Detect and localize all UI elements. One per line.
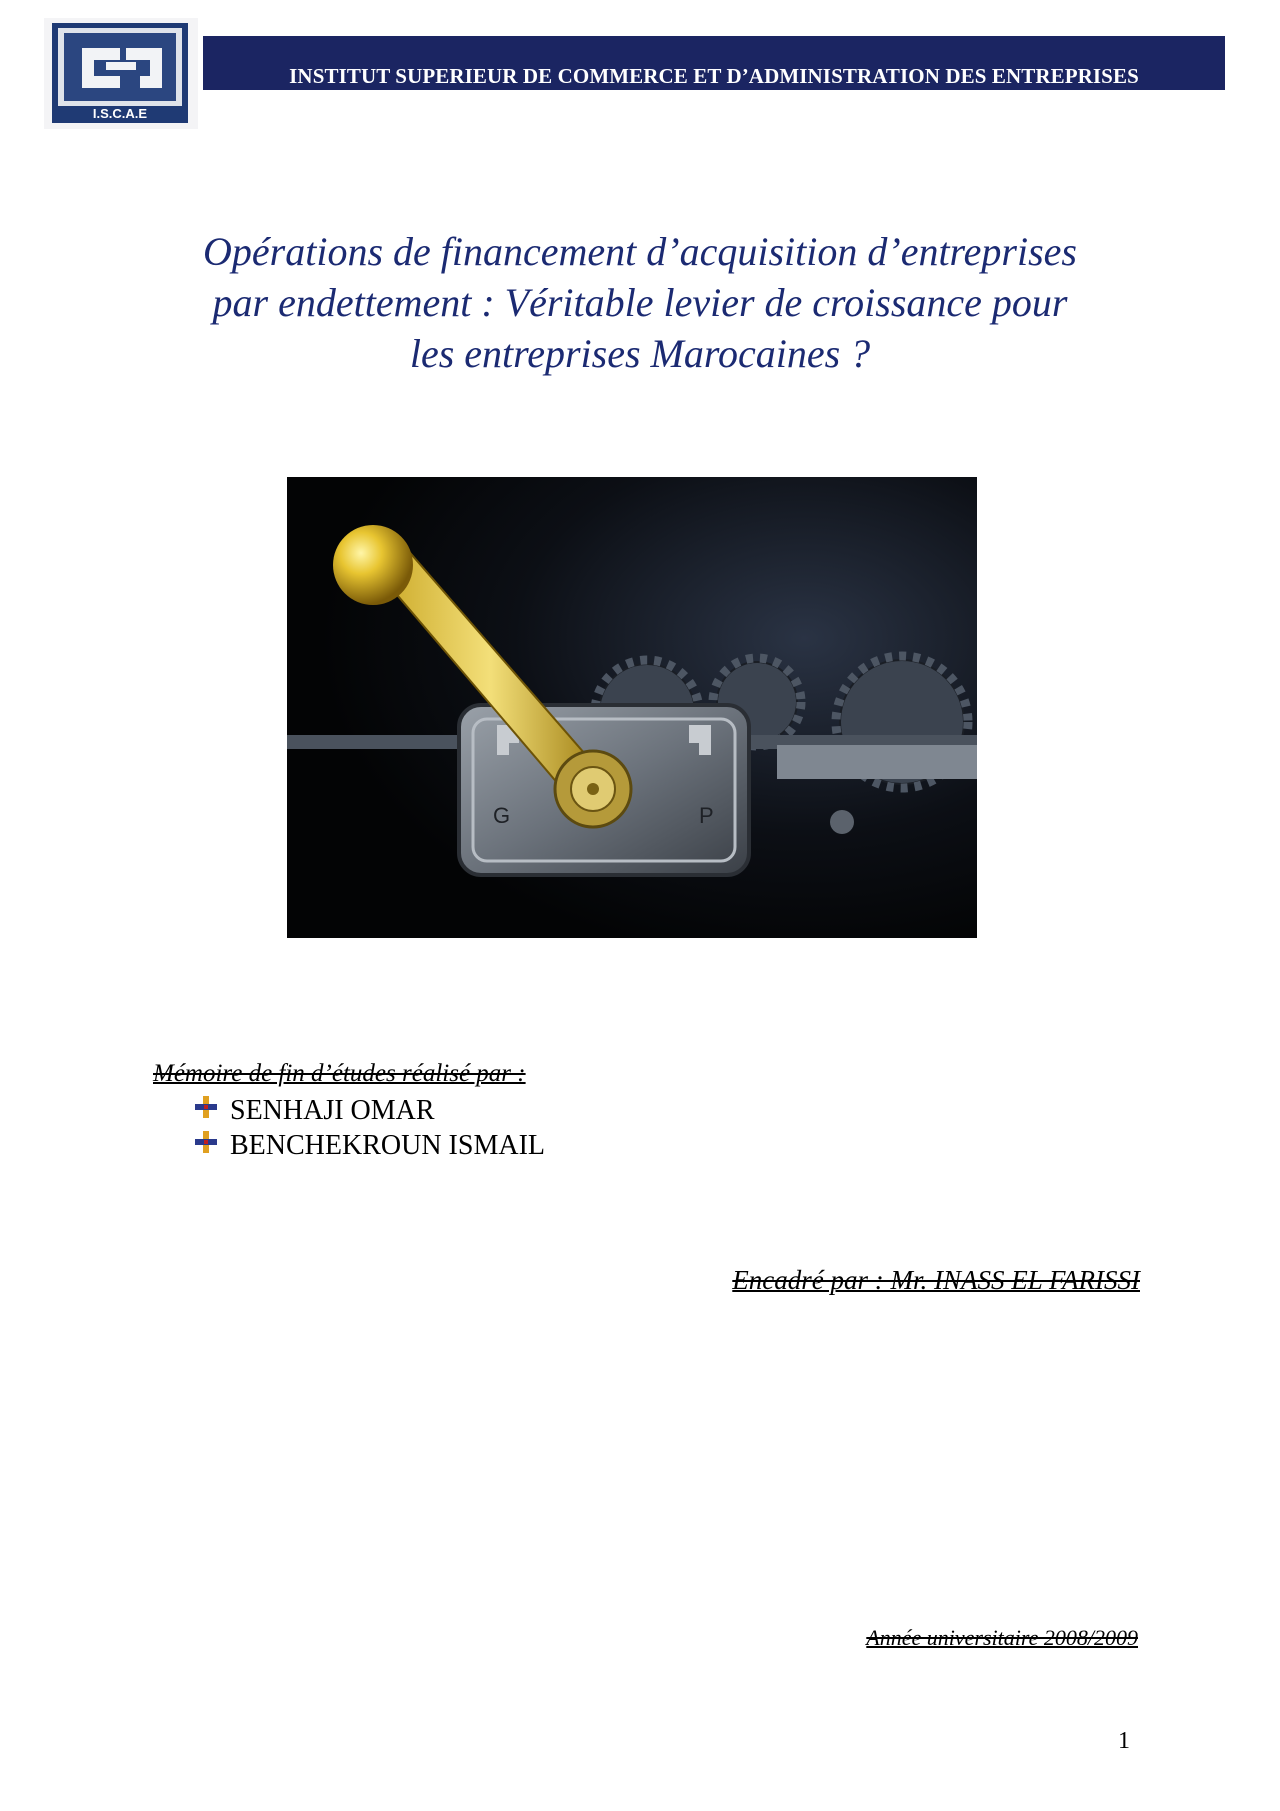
cover-photo-lever [287, 477, 977, 938]
lever-and-gears-illustration [287, 477, 977, 938]
author-name: SENHAJI OMAR [230, 1095, 435, 1126]
thesis-title [120, 226, 1160, 379]
prepared-by-label [153, 1060, 526, 1088]
author-name: BENCHEKROUN ISMAIL [230, 1130, 545, 1161]
bullet-icon [194, 1130, 218, 1154]
academic-year-text: Année universitaire 2008/2009 [866, 1625, 1138, 1650]
academic-year [866, 1625, 1138, 1650]
supervisor-line [732, 1265, 1140, 1295]
title-line: Opérations de financement d’acquisition d’entreprises [203, 229, 1077, 274]
svg-text:P: P [699, 803, 714, 828]
page-number: 1 [1118, 1728, 1130, 1754]
bullet-icon [194, 1095, 218, 1119]
institution-name: INSTITUT SUPERIEUR DE COMMERCE ET D’ADMINISTRATION DES ENTREPRISES [289, 64, 1139, 88]
title-line: les entreprises Marocaines ? [409, 331, 871, 376]
author-list [194, 1093, 545, 1163]
supervisor-text: Encadré par : Mr. INASS EL FARISSI [732, 1265, 1140, 1295]
isacae-logo [44, 18, 198, 129]
list-item [194, 1093, 545, 1128]
list-item [194, 1128, 545, 1163]
svg-text:G: G [493, 803, 511, 828]
prepared-by-text: Mémoire de fin d’études réalisé par : [153, 1060, 526, 1087]
institution-banner [203, 36, 1225, 90]
isacae-logo-emblem [44, 18, 198, 129]
title-line: par endettement : Véritable levier de croissance pour [212, 280, 1068, 325]
svg-text:I.S.C.A.E: I.S.C.A.E [92, 106, 148, 121]
